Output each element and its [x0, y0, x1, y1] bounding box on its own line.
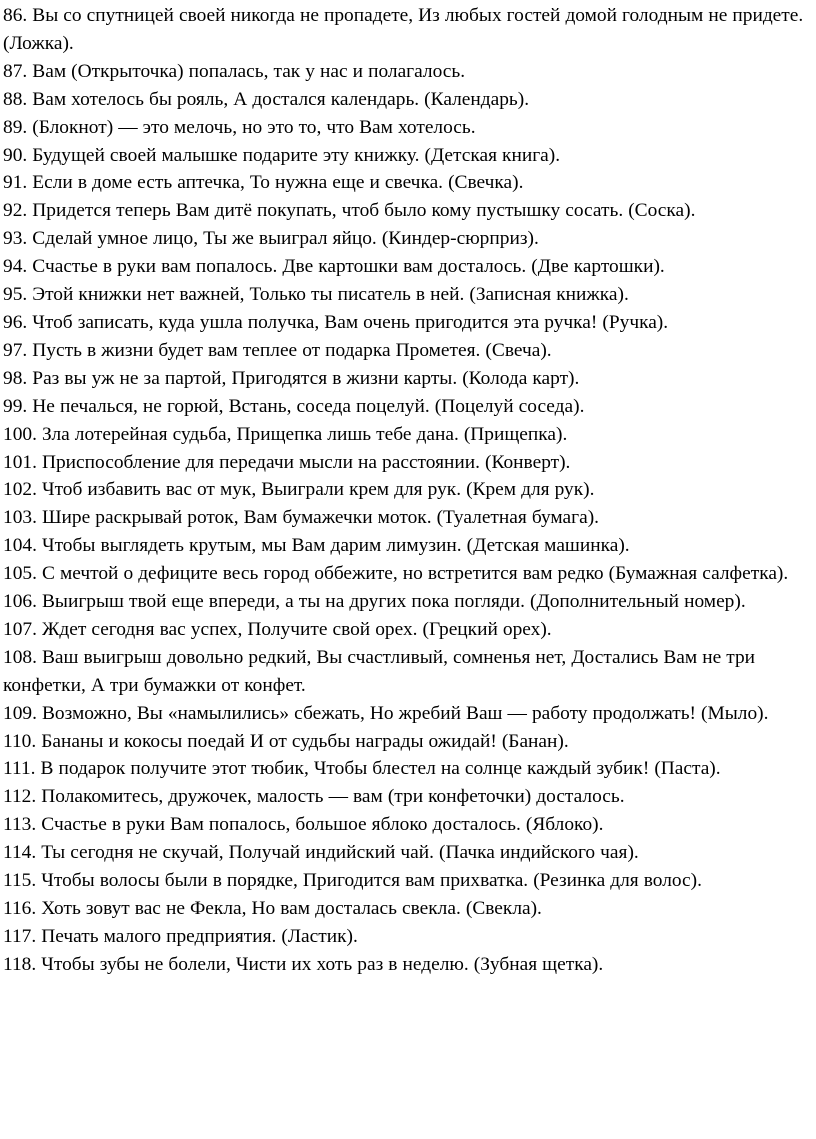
list-item: 108. Ваш выигрыш довольно редкий, Вы счастливый, сомненья нет, Достались Вам не три конфетки, А три бумажки от конфет. [3, 646, 756, 696]
list-item: 96. Чтоб записать, куда ушла получка, Вам очень пригодится эта ручка! (Ручка). [3, 311, 669, 333]
list-item: 114. Ты сегодня не скучай, Получай индийский чай. (Пачка индийского чая). [3, 842, 639, 864]
list-item: 89. (Блокнот) — это мелочь, но это то, что Вам хотелось. [3, 116, 476, 138]
list-item: 107. Ждет сегодня вас успех, Получите свой орех. (Грецкий орех). [3, 618, 552, 640]
list-item: 111. В подарок получите этот тюбик, Чтобы блестел на солнце каждый зубик! (Паста). [3, 758, 721, 780]
list-item: 116. Хоть зовут вас не Фекла, Но вам досталась свекла. (Свекла). [3, 898, 542, 919]
list-item: 118. Чтобы зубы не болели, Чисти их хоть раз в неделю. (Зубная щетка). [3, 953, 604, 975]
list-item: 104. Чтобы выглядеть крутым, мы Вам дарим лимузин. (Детская машинка). [3, 535, 630, 557]
list-item: 117. Печать малого предприятия. (Ластик). [3, 925, 358, 947]
list-item: 113. Счастье в руки Вам попалось, большое яблоко досталось. (Яблоко). [3, 814, 604, 836]
list-item: 110. Бананы и кокосы поедай И от судьбы награды ожидай! (Банан). [3, 730, 569, 752]
list-item: 106. Выигрыш твой еще впереди, а ты на других пока погляди. (Дополнительный номер). [3, 591, 746, 613]
document-page [3, 2, 813, 979]
list-item: 115. Чтобы волосы были в порядке, Пригодится вам прихватка. (Резинка для волос). [3, 870, 702, 892]
list-item: 86. Вы со спутницей своей никогда не пропадете, Из любых гостей домой голодным не придете. (Ложка). [3, 5, 804, 54]
list-item: 94. Счастье в руки вам попалось. Две картошки вам досталось. (Две картошки). [3, 256, 665, 278]
list-item: 95. Этой книжки нет важней, Только ты писатель в ней. (Записная книжка). [3, 284, 629, 306]
list-item: 103. Шире раскрывай роток, Вам бумажечки моток. (Туалетная бумага). [3, 507, 600, 529]
list-item: 105. С мечтой о дефиците весь город оббежите, но встретится вам редко (Бумажная салфетка). [3, 563, 789, 585]
list-item: 92. Придется теперь Вам дитё покупать, чтоб было кому пустышку сосать. (Соска). [3, 200, 696, 222]
list-item: 109. Возможно, Вы «намылились» сбежать, Но жребий Ваш — работу продолжать! (Мыло). [3, 702, 769, 724]
list-item: 102. Чтоб избавить вас от мук, Выиграли крем для рук. (Крем для рук). [3, 479, 595, 501]
list-item: 101. Приспособление для передачи мысли на расстоянии. (Конверт). [3, 451, 571, 473]
list-item: 88. Вам хотелось бы рояль, А достался календарь. (Календарь). [3, 88, 530, 110]
list-item: 112. Полакомитесь, дружочек, малость — вам (три конфеточки) досталось. [3, 786, 625, 808]
list-item: 98. Раз вы уж не за партой, Пригодятся в жизни карты. (Колода карт). [3, 367, 580, 389]
list-item: 87. Вам (Открыточка) попалась, так у нас и полагалось. [3, 60, 466, 82]
list-item: 91. Если в доме есть аптечка, То нужна еще и свечка. (Свечка). [3, 172, 524, 194]
list-item: 100. Зла лотерейная судьба, Прищепка лишь тебе дана. (Прищепка). [3, 423, 568, 445]
list-item: 90. Будущей своей малышке подарите эту книжку. (Детская книга). [3, 144, 561, 166]
list-item: 93. Сделай умное лицо, Ты же выиграл яйцо. (Киндер-сюрприз). [3, 228, 539, 250]
list-item: 97. Пусть в жизни будет вам теплее от подарка Прометея. (Свеча). [3, 339, 552, 361]
list-item: 99. Не печалься, не горюй, Встань, соседа поцелуй. (Поцелуй соседа). [3, 395, 585, 417]
